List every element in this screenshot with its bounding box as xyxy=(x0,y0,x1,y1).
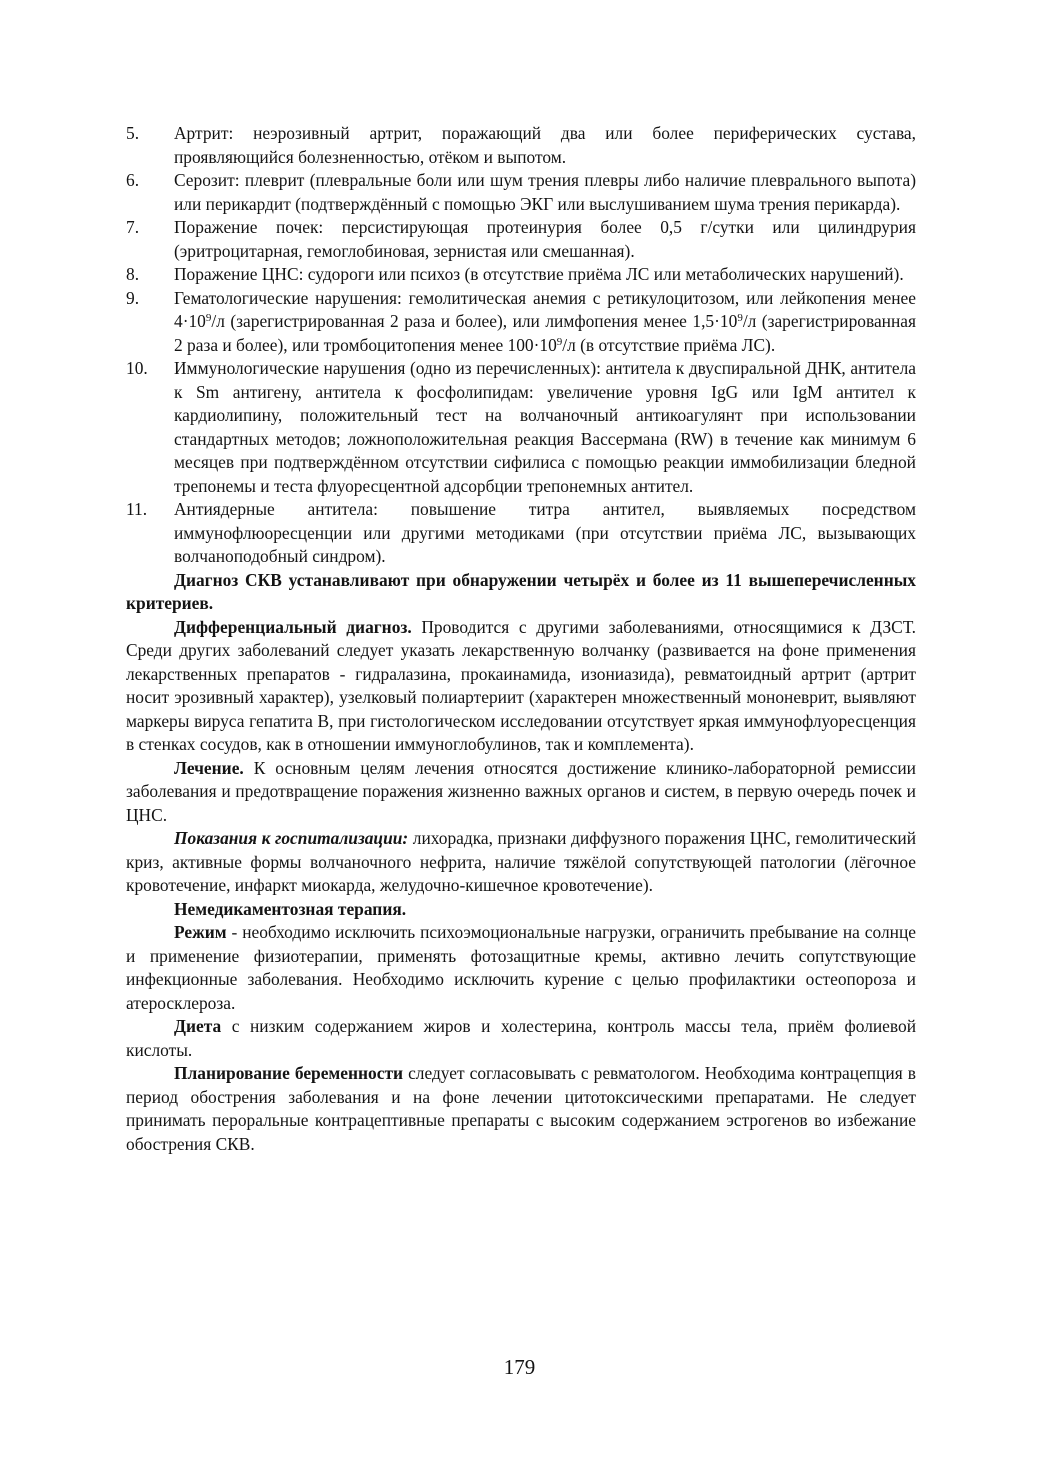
list-item xyxy=(126,287,916,358)
regimen-heading: Режим xyxy=(174,922,227,942)
list-number: 8. xyxy=(126,264,140,284)
list-number: 7. xyxy=(126,217,140,237)
diet-paragraph xyxy=(126,1015,916,1062)
list-number: 10. xyxy=(126,358,148,378)
diet-text: с низким содержанием жиров и холестерина, контроль массы тела, приём фолиевой кислоты. xyxy=(126,1016,916,1060)
list-number: 5. xyxy=(126,123,140,143)
list-number: 6. xyxy=(126,170,140,190)
list-text: Поражение почек: персистирующая протеинурия более 0,5 г/сутки или цилиндрурия (эритроцитарная, гемоглобиновая, зернистая или смешанная). xyxy=(174,217,916,261)
list-item xyxy=(126,169,916,216)
pregnancy-heading: Планирование беременности xyxy=(174,1063,404,1083)
non-drug-therapy-heading: Немедикаментозная терапия. xyxy=(174,898,407,919)
list-text: Антиядерные антитела: повышение титра антител, выявляемых посредством иммунофлюоресценции или другими методиками (при отсутствии приёма ЛС, вызывающих волчаноподобный синдром). xyxy=(174,499,916,566)
hospitalization-paragraph xyxy=(126,827,916,898)
list-text: Серозит: плеврит (плевральные боли или шум трения плевры либо наличие плеврального выпота) или перикардит (подтверждённый с помощью ЭКГ или выслушиванием шума трения перикарда). xyxy=(174,170,916,214)
list-item xyxy=(126,122,916,169)
differential-text: Проводится с другими заболеваниями, относящимися к ДЗСТ. Среди других заболеваний следует указать лекарственную волчанку (развивается на фоне применения лекарственных препаратов - гидралазина, прокаинамида, изониазида), ревматоидный артрит (артрит носит эрозивный характер), узелковый полиартериит (характерен множественный мононеврит, выявляют маркеры вируса гепатита В, при гистологическом исследовании отсутствует яркая иммунофлуоресценция в стенках сосудов, как в отношении иммуноглобулинов, так и комплемента). xyxy=(126,616,917,754)
list-number: 11. xyxy=(126,499,148,519)
list-text: Артрит: неэрозивный артрит, поражающий два или более периферических сустава, проявляющийся болезненностью, отёком и выпотом. xyxy=(174,123,916,167)
list-text: Гематологические нарушения: гемолитическая анемия с ретикулоцитозом, или лейкопения менее $4\cdot 10^9/л$ (зарегистрированная 2 раза и более), или лимфопения менее $1,5\cdot 10^9/л$ (зарегистрированная 2 раза и более), или тромбоцитопения менее $100\cdot 10^9/л$ (в отсутствие приёма ЛС). xyxy=(174,287,916,355)
list-item xyxy=(126,263,916,287)
diet-heading: Диета xyxy=(174,1016,222,1036)
treatment-text: К основным целям лечения относятся достижение клинико-лабораторной ремиссии заболевания и предотвращение поражения жизненно важных органов и систем, в первую очередь почек и ЦНС. xyxy=(126,757,916,825)
page-content xyxy=(126,122,916,1156)
regimen-paragraph xyxy=(126,921,916,1015)
list-number: 9. xyxy=(126,287,140,308)
list-item xyxy=(126,216,916,263)
treatment-heading: Лечение. xyxy=(174,757,244,778)
list-text: Иммунологические нарушения (одно из перечисленных): антитела к двуспиральной ДНК, антитела к Sm антигену, антитела к фосфолипидам: увеличение уровня IgG или IgM антител к кардиолипину, положительный тест на волчаночный антикоагулянт при использовании стандартных методов; ложноположительная реакция Вассермана (RW) в течение как минимум 6 месяцев при подтверждённом отсутствии сифилиса с помощью реакции иммобилизации бледной трепонемы и теста флуоресцентной адсорбции трепонемных антител. xyxy=(174,358,916,496)
superscript: 9 xyxy=(205,312,212,324)
list-text: Поражение ЦНС: судороги или психоз (в отсутствие приёма ЛС или метаболических нарушений). xyxy=(174,264,904,284)
pregnancy-paragraph xyxy=(126,1062,916,1156)
diagnosis-statement: Диагноз СКВ устанавливают при обнаружении четырёх и более из 11 вышеперечисленных критериев. xyxy=(126,569,916,613)
pregnancy-text: следует согласовывать с ревматологом. Необходима контрацепция в период обострения заболевания и на фоне лечении цитотоксическими препаратами. Не следует принимать пероральные контрацептивные препараты с высоким содержанием эстрогенов во избежание обострения СКВ. xyxy=(126,1063,916,1154)
superscript: 9 xyxy=(737,312,743,324)
differential-heading: Дифференциальный диагноз. xyxy=(174,616,412,637)
list-item xyxy=(126,498,916,569)
page-number: 179 xyxy=(503,1355,536,1379)
differential-diagnosis-paragraph xyxy=(126,616,916,757)
hospitalization-text: лихорадка, признаки диффузного поражения ЦНС, гемолитический криз, активные формы волчаночного нефрита, наличие тяжёлой сопутствующей патологии (лёгочное кровотечение, инфаркт миокарда, желудочно-кишечное кровотечение). xyxy=(126,828,917,895)
superscript: 9 xyxy=(556,335,563,348)
treatment-paragraph xyxy=(126,757,916,828)
regimen-text: - необходимо исключить психоэмоциональные нагрузки, ограничить пребывание на солнце и применение физиотерапии, применять фотозащитные кремы, активно лечить сопутствующие инфекционные заболевания. Необходимо исключить курение с целью профилактики остеопороза и атеросклероза. xyxy=(126,922,916,1013)
list-item xyxy=(126,357,916,498)
hospitalization-heading: Показания к госпитализации: xyxy=(174,828,409,848)
